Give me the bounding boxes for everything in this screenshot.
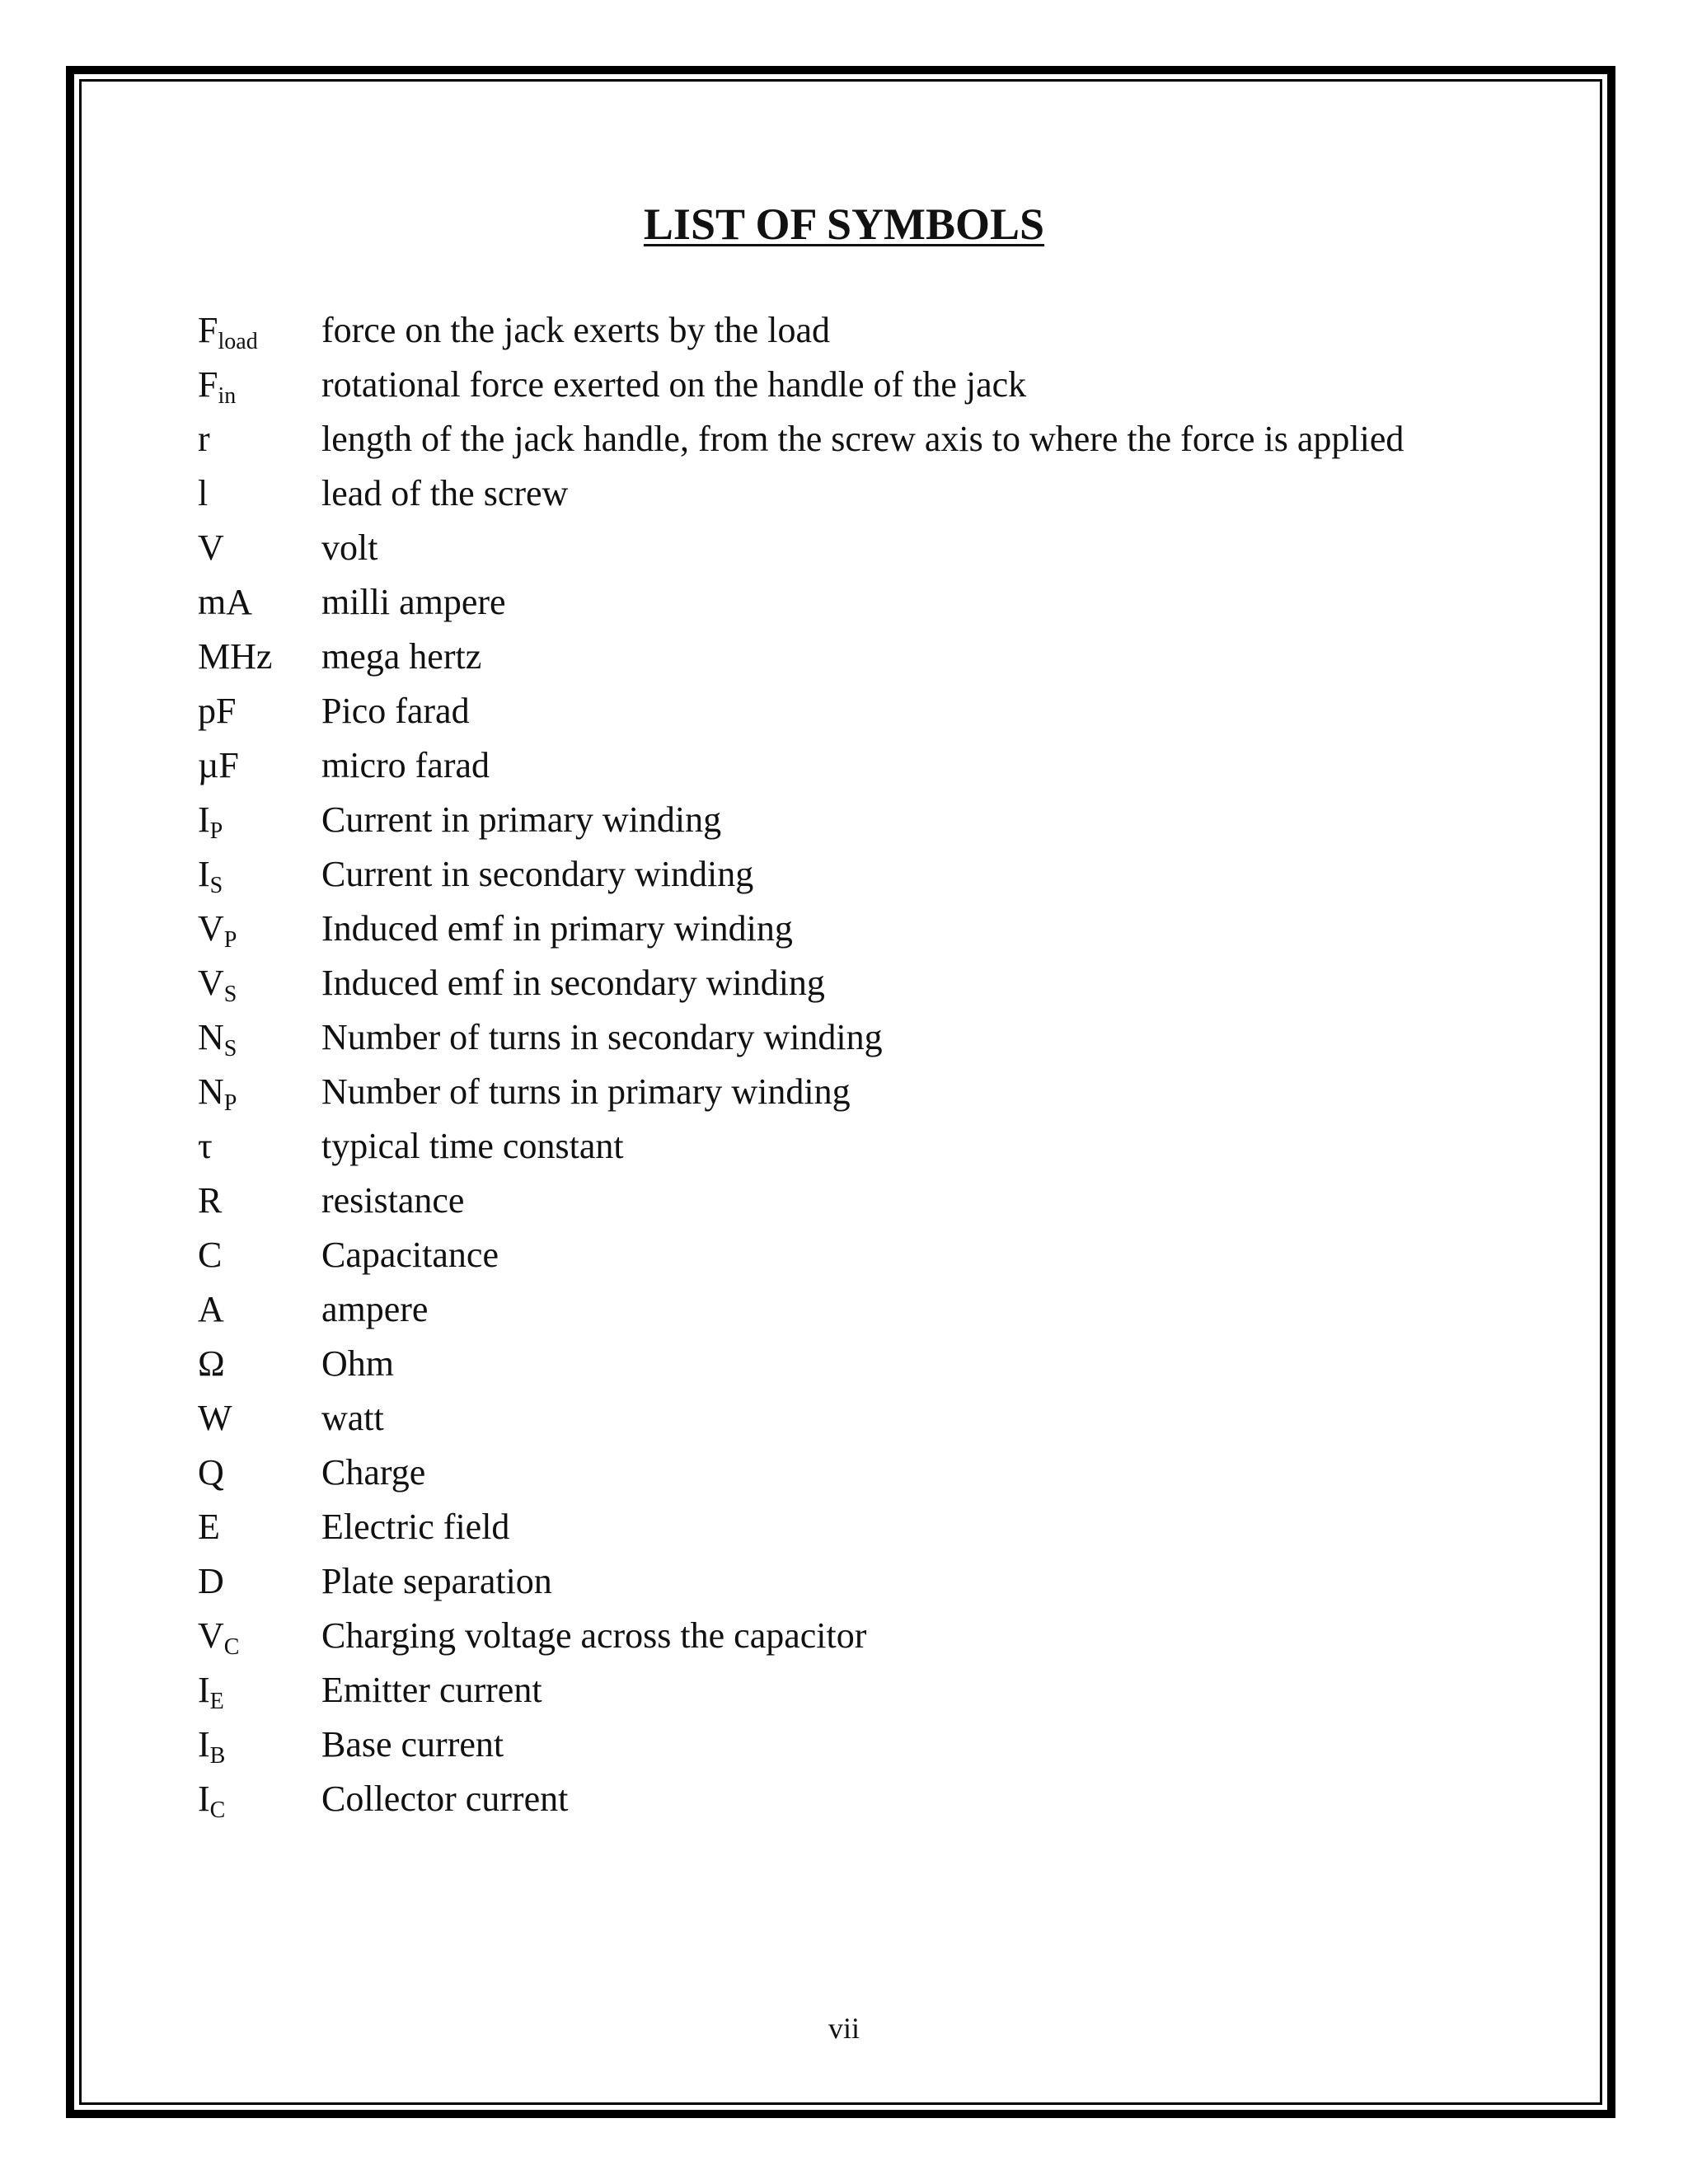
symbol [198, 1065, 237, 1119]
symbol [198, 1718, 225, 1772]
symbol-row [198, 684, 1517, 738]
symbol-base: Q [198, 1452, 224, 1493]
symbol-row [198, 902, 1517, 956]
symbol [198, 521, 224, 575]
symbol-base: I [198, 1779, 210, 1819]
symbol-row [198, 793, 1517, 847]
symbol-description: resistance [321, 1180, 465, 1221]
symbol [198, 1446, 224, 1500]
symbol-base: Ω [198, 1343, 225, 1384]
symbol-subscript: C [223, 1634, 240, 1660]
symbol-description: Induced emf in secondary winding [321, 963, 825, 1003]
symbol-subscript: P [209, 818, 223, 844]
symbol-row [198, 738, 1517, 793]
symbol [198, 303, 258, 358]
symbol-subscript: C [209, 1797, 226, 1823]
symbol-description: typical time constant [321, 1126, 624, 1166]
symbol-description: ampere [321, 1289, 429, 1329]
symbol-description: lead of the screw [321, 473, 569, 513]
symbol-description: Current in primary winding [321, 799, 722, 840]
symbol-row [198, 1282, 1517, 1337]
symbol-base: D [198, 1561, 224, 1601]
symbol-row [198, 847, 1517, 902]
symbol-description: Base current [321, 1724, 504, 1765]
symbol-base: l [198, 473, 209, 513]
symbol [198, 1772, 225, 1826]
symbol [198, 1010, 237, 1065]
symbol-row [198, 1446, 1517, 1500]
symbol-base: τ [198, 1126, 213, 1166]
symbol-base: E [198, 1507, 220, 1547]
symbol-row [198, 303, 1517, 358]
symbol-base: pF [198, 691, 237, 731]
symbol [198, 1337, 225, 1391]
symbol [198, 847, 223, 902]
symbol-base: F [198, 310, 218, 350]
symbol-description: milli ampere [321, 582, 506, 622]
symbol-description: Induced emf in primary winding [321, 908, 793, 949]
symbol-subscript: load [218, 329, 258, 354]
symbol-base: A [198, 1289, 224, 1329]
symbol-description: length of the jack handle, from the screw axis to where the force is applied [321, 419, 1404, 459]
symbol-row [198, 1119, 1517, 1174]
symbol-row [198, 1772, 1517, 1826]
symbol-row [198, 956, 1517, 1010]
page-number: vii [828, 2012, 860, 2045]
symbol-base: I [198, 799, 210, 840]
symbol-list [198, 303, 1517, 1826]
symbol [198, 1228, 222, 1282]
symbol-description: watt [321, 1398, 384, 1438]
symbol-base: r [198, 419, 210, 459]
symbol-base: V [198, 963, 224, 1003]
symbol [198, 630, 272, 684]
symbol-row [198, 630, 1517, 684]
symbol-base: C [198, 1235, 223, 1275]
symbol-description: Number of turns in primary winding [321, 1071, 851, 1112]
symbol-description: Emitter current [321, 1670, 542, 1710]
symbol-base: I [198, 1670, 210, 1710]
page-title [0, 198, 1688, 251]
symbol-base: µF [198, 745, 239, 785]
symbol-row [198, 1500, 1517, 1554]
symbol-row [198, 412, 1517, 466]
symbol-row [198, 1010, 1517, 1065]
symbol-description: Pico farad [321, 691, 470, 731]
symbol-description: Charging voltage across the capacitor [321, 1615, 867, 1656]
symbol-row [198, 1228, 1517, 1282]
symbol-subscript: S [223, 1036, 237, 1062]
symbol [198, 1282, 224, 1337]
symbol-subscript: P [223, 1090, 237, 1116]
symbol-row [198, 1174, 1517, 1228]
symbol-base: N [198, 1017, 224, 1057]
symbol-base: V [198, 527, 224, 568]
symbol-base: N [198, 1071, 224, 1112]
symbol-description: rotational force exerted on the handle of the jack [321, 364, 1027, 405]
symbol-subscript: S [209, 873, 223, 898]
symbol [198, 1391, 232, 1446]
symbol [198, 575, 252, 630]
symbol-base: R [198, 1180, 223, 1221]
symbol-subscript: E [209, 1689, 224, 1714]
symbol-description: Charge [321, 1452, 426, 1493]
symbol-subscript: in [218, 383, 237, 409]
symbol-base: W [198, 1398, 232, 1438]
symbol-base: MHz [198, 636, 273, 677]
symbol [198, 1663, 224, 1718]
symbol-base: V [198, 1615, 224, 1656]
symbol-subscript: B [209, 1743, 226, 1769]
symbol [198, 1500, 220, 1554]
symbol-description: Plate separation [321, 1561, 552, 1601]
symbol [198, 793, 223, 847]
symbol-row [198, 1337, 1517, 1391]
page-title-text: LIST OF SYMBOLS [643, 199, 1045, 249]
symbol-base: V [198, 908, 224, 949]
symbol-row [198, 358, 1517, 412]
symbol [198, 684, 236, 738]
symbol [198, 466, 208, 521]
symbol-subscript: S [223, 982, 237, 1007]
symbol [198, 1174, 222, 1228]
symbol-base: I [198, 1724, 210, 1765]
symbol-base: F [198, 364, 218, 405]
symbol-row [198, 1609, 1517, 1663]
symbol [198, 412, 210, 466]
symbol-row [198, 1065, 1517, 1119]
symbol-description: micro farad [321, 745, 490, 785]
symbol [198, 902, 237, 956]
symbol [198, 1119, 213, 1174]
symbol-description: volt [321, 527, 378, 568]
symbol-row [198, 1663, 1517, 1718]
symbol [198, 738, 239, 793]
symbol [198, 1554, 224, 1609]
symbol-description: Electric field [321, 1507, 510, 1547]
symbol-description: Collector current [321, 1779, 569, 1819]
symbol [198, 956, 237, 1010]
symbol-row [198, 1718, 1517, 1772]
symbol-base: mA [198, 582, 252, 622]
symbol-row [198, 1391, 1517, 1446]
symbol-description: force on the jack exerts by the load [321, 310, 830, 350]
symbol-subscript: P [223, 927, 237, 953]
symbol-row [198, 466, 1517, 521]
symbol-description: Current in secondary winding [321, 854, 754, 894]
symbol [198, 1609, 239, 1663]
symbol-row [198, 1554, 1517, 1609]
symbol-description: Ohm [321, 1343, 394, 1384]
symbol-row [198, 575, 1517, 630]
symbol-base: I [198, 854, 210, 894]
symbol-row [198, 521, 1517, 575]
symbol-description: mega hertz [321, 636, 482, 677]
symbol [198, 358, 236, 412]
symbol-description: Number of turns in secondary winding [321, 1017, 883, 1057]
symbol-description: Capacitance [321, 1235, 499, 1275]
